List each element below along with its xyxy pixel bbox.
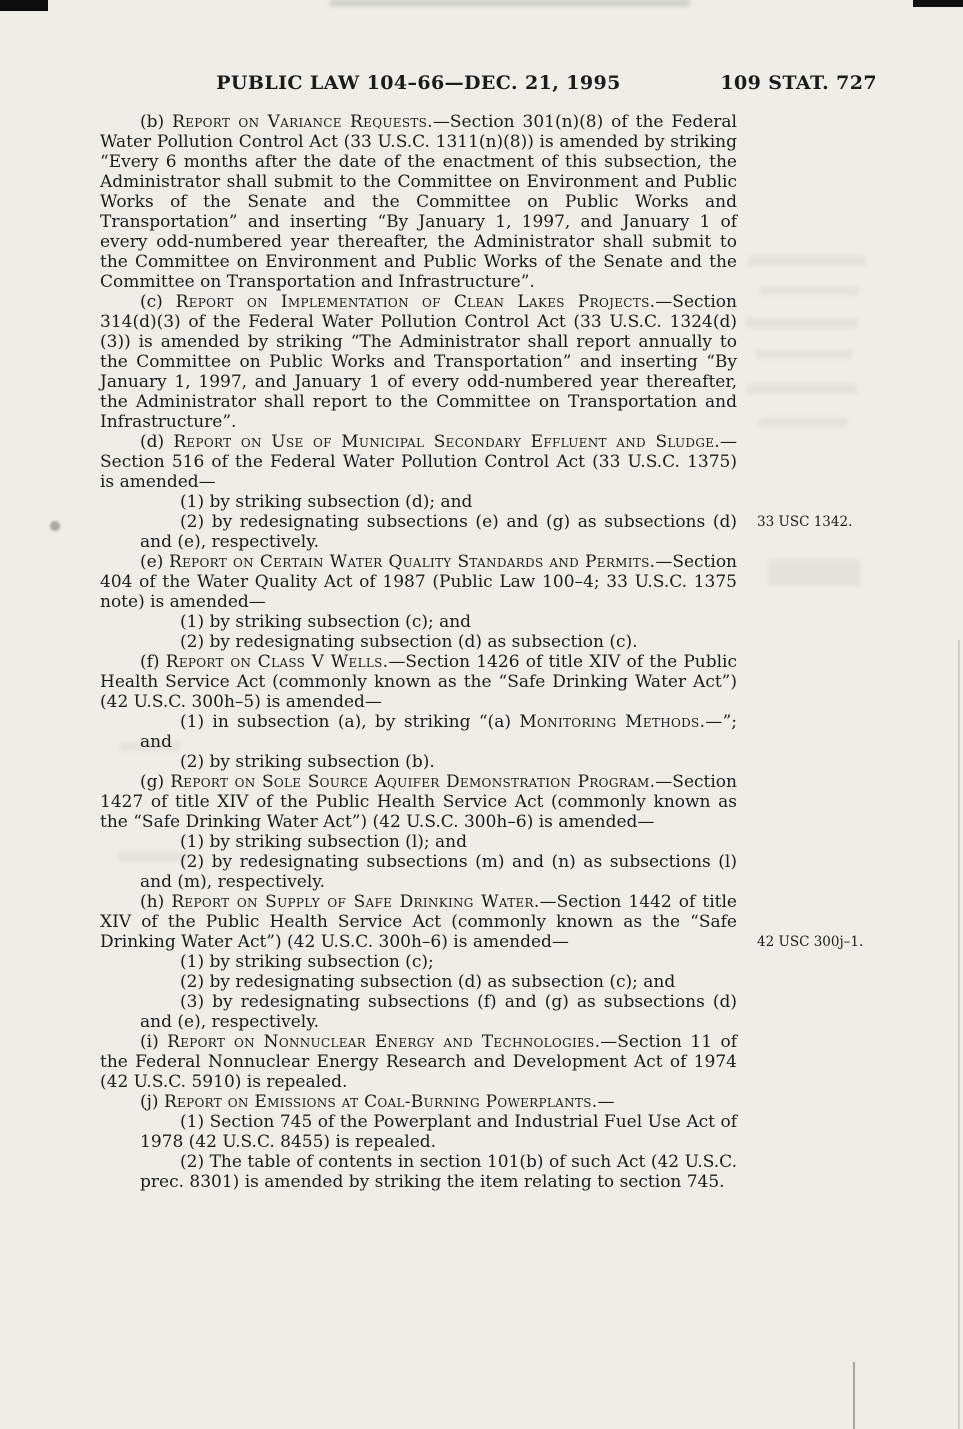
text-run: (i) bbox=[140, 1032, 168, 1052]
text-run: (f) bbox=[140, 652, 166, 672]
smallcaps-heading: Monitoring Methods.— bbox=[519, 712, 723, 732]
text-run: (e) bbox=[140, 552, 169, 572]
bleedthrough-artifact bbox=[746, 318, 858, 328]
bleedthrough-artifact bbox=[748, 256, 866, 266]
text-run: (2) by redesignating subsections (m) and (n) as subsections (l) and (m), respectively. bbox=[140, 852, 737, 892]
scan-artifact-bottom-line bbox=[853, 1362, 855, 1429]
paragraph bbox=[100, 552, 737, 612]
text-run: (2) by redesignating subsection (d) as subsection (c); and bbox=[180, 972, 676, 992]
page-header bbox=[100, 72, 877, 98]
text-run: (1) by striking subsection (c); bbox=[180, 952, 434, 972]
paragraph bbox=[140, 832, 737, 852]
text-run: (2) by striking subsection (b). bbox=[180, 752, 435, 772]
text-run: —Section 11 of the Federal Nonnuclear Energy Research and Development Act of 1974 (42 U.S.C. 5910) is repealed. bbox=[100, 1032, 737, 1092]
scan-artifact-margin-mark bbox=[50, 521, 60, 531]
bleedthrough-artifact bbox=[747, 384, 857, 394]
text-run: —Section 314(d)(3) of the Federal Water Pollution Control Act (33 U.S.C. 1324(d)(3)) is amended by striking “The Administrator shall report annually to the Committee on Public Works and Transportation” and inserting “By January 1, 1997, and January 1 of every odd-numbered year thereafter, the Administrator shall report to the Committee on Transportation and Infrastructure”. bbox=[100, 292, 737, 432]
text-run: (g) bbox=[140, 772, 171, 792]
text-run: —Section 516 of the Federal Water Pollution Control Act (33 U.S.C. 1375) is amended— bbox=[100, 432, 737, 492]
text-run: (1) by striking subsection (d); and bbox=[180, 492, 473, 512]
paragraph bbox=[140, 512, 853, 552]
text-run: (d) bbox=[140, 432, 174, 452]
paragraph bbox=[100, 112, 737, 292]
paragraph bbox=[100, 652, 737, 712]
smallcaps-heading: Report on Certain Water Quality Standards and Permits. bbox=[168, 552, 656, 572]
smallcaps-heading: Report on Supply of Safe Drinking Water. bbox=[171, 892, 540, 912]
paragraph bbox=[140, 1152, 737, 1192]
text-run: (c) bbox=[140, 292, 176, 312]
text-run: —Section 1426 of title XIV of the Public Health Service Act (commonly known as the “Safe Drinking Water Act”) (42 U.S.C. 300h–5) is amended— bbox=[100, 652, 737, 712]
text-run: —Section 404 of the Water Quality Act of 1987 (Public Law 100–4; 33 U.S.C. 1375 note) is amended— bbox=[100, 552, 738, 612]
text-run: (b) bbox=[140, 112, 173, 132]
text-run: (2) by redesignating subsections (e) and (g) as subsections (d) and (e), respectively. bbox=[140, 512, 737, 552]
text-run: —Section 301(n)(8) of the Federal Water Pollution Control Act (33 U.S.C. 1311(n)(8)) is amended by striking “Every 6 months after the date of the enactment of this subsection, the Administrator shall submit to the Committee on Environment and Public Works of the Senate and the Committee on Public Works and Transportation” and inserting “By January 1, 1997, and January 1 of every odd-numbered year thereafter, the Administrator shall submit to the Committee on Environment and Public Works of the Senate and the Committee on Transportation and Infrastructure”. bbox=[100, 112, 737, 292]
paragraph bbox=[140, 612, 737, 632]
text-run: (1) in subsection (a), by striking “(a) bbox=[180, 712, 520, 732]
text-run: (2) The table of contents in section 101(b) of such Act (42 U.S.C. prec. 8301) is amended by striking the item relating to section 745. bbox=[140, 1152, 737, 1192]
text-run: (2) by redesignating subsection (d) as subsection (c). bbox=[180, 632, 638, 652]
bleedthrough-artifact bbox=[760, 286, 858, 295]
text-run: — bbox=[597, 1092, 615, 1112]
paragraph bbox=[140, 492, 737, 512]
paragraph bbox=[100, 292, 737, 432]
text-run: (1) by striking subsection (c); and bbox=[180, 612, 472, 632]
bleedthrough-artifact bbox=[756, 350, 852, 359]
margin-note: 42 USC 300j–1. bbox=[757, 934, 864, 950]
smallcaps-heading: Report on Class V Wells. bbox=[165, 652, 389, 672]
document-body bbox=[100, 112, 864, 1192]
paragraph bbox=[140, 712, 737, 752]
margin-note: 33 USC 1342. bbox=[757, 514, 853, 530]
text-run: —Section 1427 of title XIV of the Public Health Service Act (commonly known as the “Safe Drinking Water Act”) (42 U.S.C. 300h–6) is amended— bbox=[100, 772, 737, 832]
paragraph bbox=[140, 972, 737, 992]
scan-artifact-top-right bbox=[913, 0, 963, 7]
text-run: —Section 1442 of title XIV of the Public Health Service Act (commonly known as the “Safe Drinking Water Act”) (42 U.S.C. 300h–6) is amended— bbox=[100, 892, 737, 952]
paragraph bbox=[100, 1032, 737, 1092]
smallcaps-heading: Report on Nonnuclear Energy and Technologies. bbox=[167, 1032, 601, 1052]
paragraph bbox=[140, 752, 737, 772]
bleedthrough-artifact bbox=[768, 560, 860, 586]
text-run: (3) by redesignating subsections (f) and (g) as subsections (d) and (e), respectively. bbox=[140, 992, 737, 1032]
paragraph bbox=[100, 432, 737, 492]
text-run: (1) Section 745 of the Powerplant and Industrial Fuel Use Act of 1978 (42 U.S.C. 8455) is repealed. bbox=[140, 1112, 737, 1152]
paragraph bbox=[140, 632, 737, 652]
smallcaps-heading: Report on Use of Municipal Secondary Effluent and Sludge. bbox=[173, 432, 720, 452]
law-title: PUBLIC LAW 104–66—DEC. 21, 1995 bbox=[216, 72, 621, 94]
scan-artifact-right-edge bbox=[958, 640, 960, 1429]
paragraph bbox=[140, 1112, 737, 1152]
smallcaps-heading: Report on Variance Requests. bbox=[172, 112, 433, 132]
text-run: ”; and bbox=[140, 712, 737, 752]
bleedthrough-artifact bbox=[759, 418, 847, 427]
paragraph bbox=[140, 992, 737, 1032]
smallcaps-heading: Report on Sole Source Aquifer Demonstration Program. bbox=[170, 772, 656, 792]
text-run: (1) by striking subsection (l); and bbox=[180, 832, 467, 852]
smallcaps-heading: Report on Implementation of Clean Lakes Projects. bbox=[175, 292, 656, 312]
paragraph bbox=[140, 952, 737, 972]
paragraph bbox=[100, 892, 864, 952]
text-run: (h) bbox=[140, 892, 172, 912]
stat-page-number: 109 STAT. 727 bbox=[720, 72, 877, 94]
paragraph bbox=[100, 772, 737, 832]
smallcaps-heading: Report on Emissions at Coal-Burning Powerplants. bbox=[163, 1092, 598, 1112]
text-run: (j) bbox=[140, 1092, 164, 1112]
paragraph bbox=[100, 1092, 737, 1112]
scan-artifact-top-edge bbox=[330, 0, 690, 6]
scan-artifact-top-left bbox=[0, 0, 48, 11]
paragraph bbox=[140, 852, 737, 892]
